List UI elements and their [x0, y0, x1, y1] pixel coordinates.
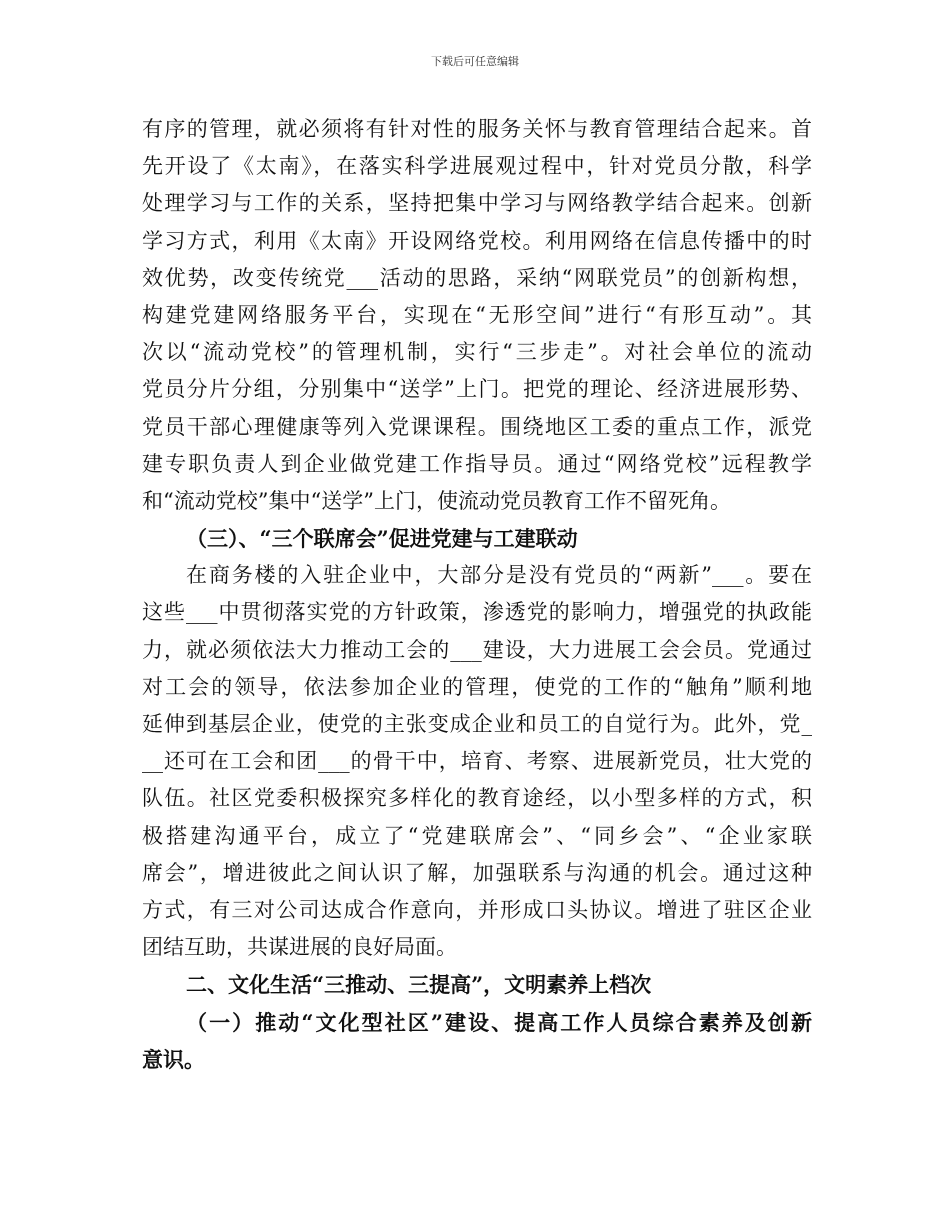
subsection-heading: （一）推动“文化型社区”建设、提高工作人员综合素养及创新 — [186, 1009, 812, 1035]
subsection-heading-continued: 意识。 — [142, 1046, 205, 1072]
page-header: 下载后可任意编辑 — [431, 55, 519, 68]
document-body — [142, 111, 812, 1078]
paragraph-line: 队伍。社区党委积极探究多样化的教育途经，以小型多样的方式，积 — [142, 786, 812, 811]
paragraph-line: 构建党建网络服务平台，实现在“无形空间”进行“有形互动”。其 — [142, 302, 812, 327]
section-heading: 二、文化生活“三推动、三提高”，文明素养上档次 — [186, 972, 652, 998]
paragraph-line: 次以“流动党校”的管理机制，实行“三步走”。对社会单位的流动 — [142, 340, 812, 365]
section-heading: （三）、“三个联席会”促进党建与工建联动 — [186, 526, 578, 552]
paragraph-line: 力，就必须依法大力推动工会的___建设，大力进展工会会员。党通过 — [142, 637, 812, 662]
paragraph-line: 和“流动党校”集中“送学”上门，使流动党员教育工作不留死角。 — [142, 488, 731, 513]
paragraph-line: 处理学习与工作的关系，坚持把集中学习与网络教学结合起来。创新 — [142, 191, 812, 216]
paragraph-line: 方式，有三对公司达成合作意向，并形成口头协议。增进了驻区企业 — [142, 897, 812, 922]
paragraph-line: 有序的管理，就必须将有针对性的服务关怀与教育管理结合起来。首 — [142, 117, 812, 141]
paragraph-line: 席会”，增进彼此之间认识了解，加强联系与沟通的机会。通过这种 — [142, 860, 812, 885]
paragraph-line: 团结互助，共谋进展的良好局面。 — [142, 935, 457, 960]
paragraph-line: 学习方式，利用《太南》开设网络党校。利用网络在信息传播中的时 — [142, 228, 812, 253]
paragraph-line: __还可在工会和团___的骨干中，培育、考察、进展新党员，壮大党的 — [142, 749, 812, 774]
paragraph-line: 先开设了《太南》，在落实科学进展观过程中，针对党员分散，科学 — [142, 154, 812, 179]
paragraph-line: 延伸到基层企业，使党的主张变成企业和员工的自觉行为。此外，党_ — [142, 712, 812, 736]
paragraph-line: 这些___中贯彻落实党的方针政策，渗透党的影响力，增强党的执政能 — [142, 600, 812, 625]
paragraph-line: 党员分片分组，分别集中“送学”上门。把党的理论、经济进展形势、 — [142, 377, 812, 402]
paragraph-line: 对工会的领导，依法参加企业的管理，使党的工作的“触角”顺利地 — [142, 674, 812, 699]
paragraph-line: 在商务楼的入驻企业中，大部分是没有党员的“两新”___。要在 — [186, 563, 812, 588]
paragraph-line: 党员干部心理健康等列入党课课程。围绕地区工委的重点工作，派党 — [142, 414, 812, 439]
paragraph-line: 建专职负责人到企业做党建工作指导员。通过“网络党校”远程教学 — [142, 451, 812, 476]
paragraph-line: 极搭建沟通平台，成立了“党建联席会”、“同乡会”、“企业家联 — [142, 823, 812, 848]
paragraph-line: 效优势，改变传统党___活动的思路，采纳“网联党员”的创新构想， — [142, 265, 812, 290]
